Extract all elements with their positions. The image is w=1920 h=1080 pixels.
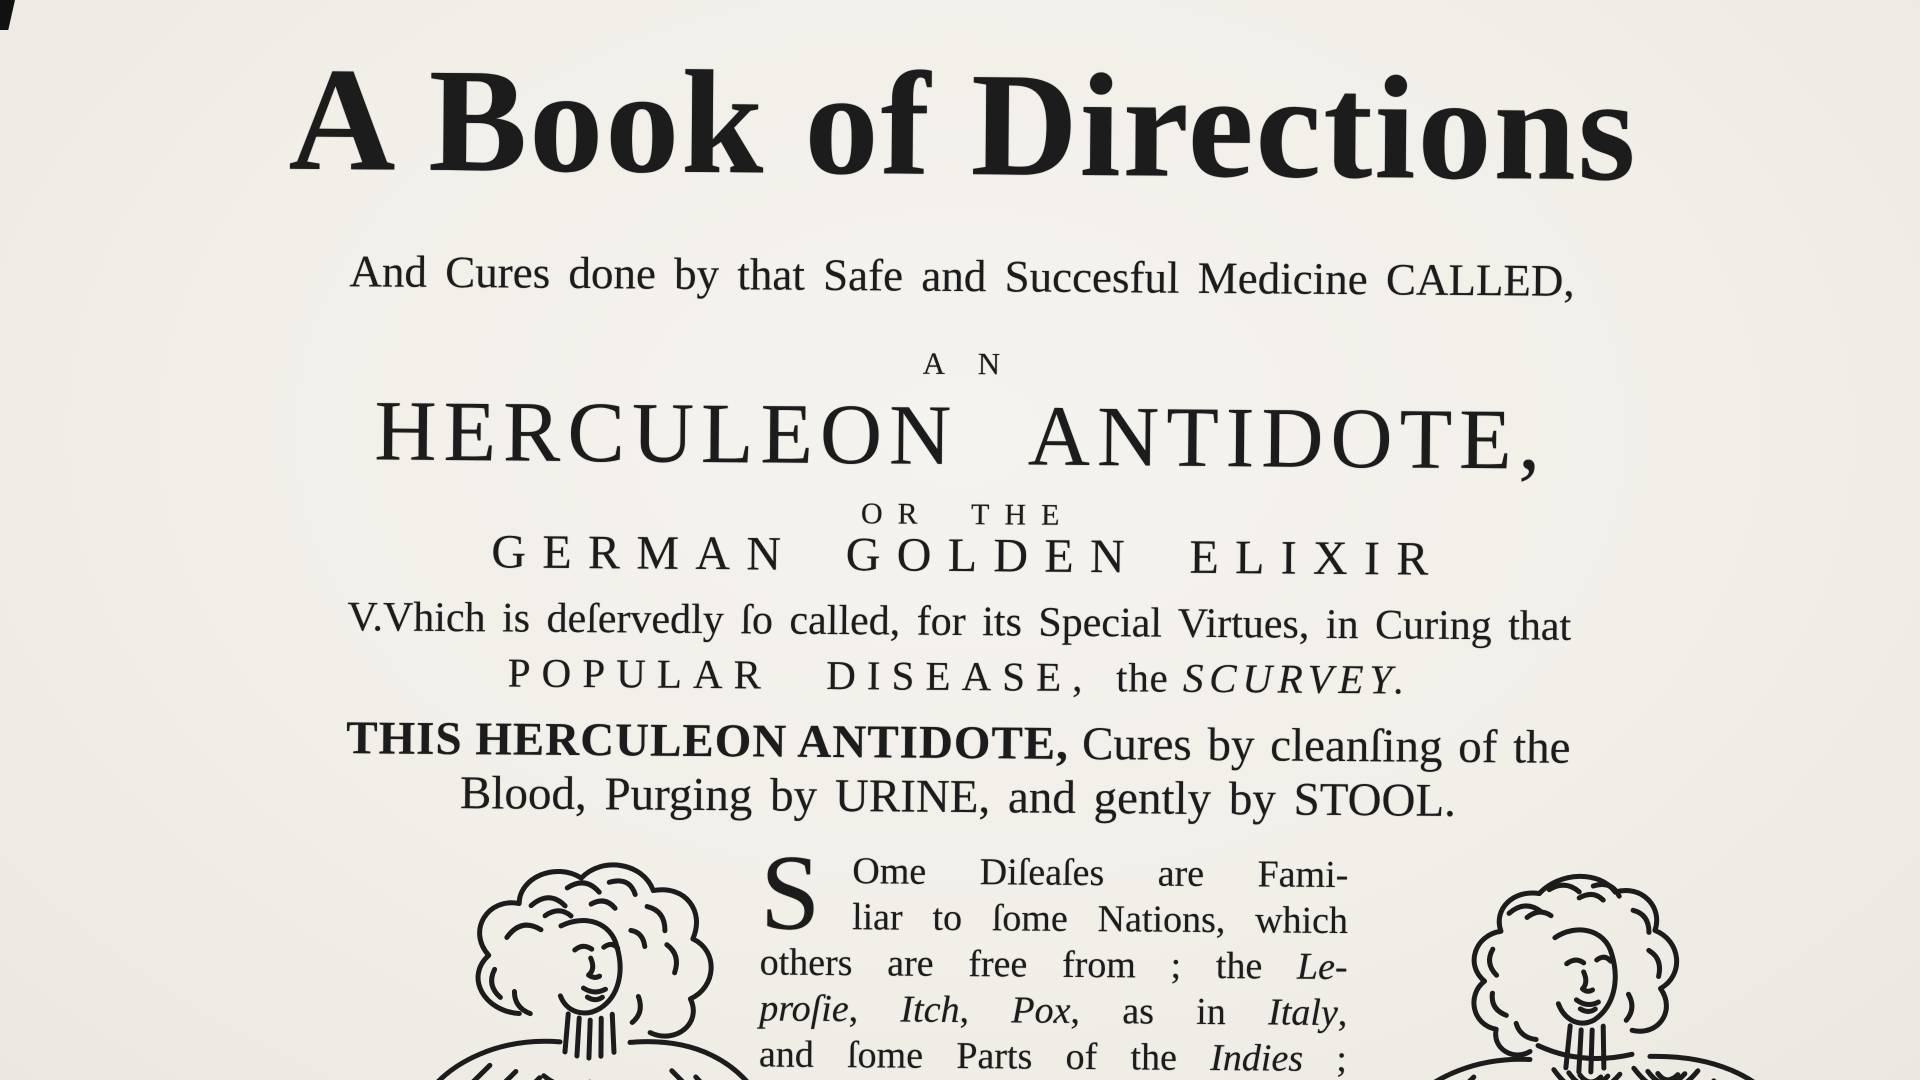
disease-line (0, 644, 1919, 707)
cures-line-2: Blood, Purging by URINE, and gently by STOOL. (459, 767, 1457, 827)
drop-cap: S (759, 833, 821, 953)
an-line: AN (922, 345, 1033, 382)
disease-scurvey: SCURVEY. (1182, 654, 1411, 703)
cures-caps: THIS HERCULEON ANTIDOTE, (346, 712, 1070, 770)
lower-section (0, 835, 1918, 1080)
woodcut-figure-right (1388, 852, 1814, 1080)
or-the-line: OR THE (860, 497, 1075, 532)
paragraph-line: liar to ſome Nations, which (851, 896, 1349, 943)
disease-caps: POPULAR DISEASE, (507, 649, 1094, 701)
antidote-title: HERCULEON ANTIDOTE, (374, 382, 1548, 488)
paragraph-line: Ome Diſeaſes are Fami- (852, 850, 1349, 897)
disease-the: the (1115, 654, 1169, 701)
paragraph-line: proſie, Itch, Pox, as in Italy, (759, 987, 1348, 1035)
subtitle-line: And Cures done by that Safe and Succesful Medicine CALLED, (349, 246, 1575, 306)
paragraph-line: and ſome Parts of the Indies ; (758, 1033, 1348, 1080)
virtues-line: V.Vhich is deſervedly ſo called, for its Special Virtues, in Curing that (347, 594, 1572, 650)
page-title: A Book of Directions (288, 37, 1639, 213)
woodcut-figure-left (394, 845, 788, 1080)
paragraph-line: others are free from ; the Le- (759, 941, 1348, 989)
elixir-title: GERMAN GOLDEN ELIXIR (491, 525, 1445, 586)
body-paragraph (758, 833, 1349, 1080)
cures-rest: Cures by cleanſing of the (1081, 717, 1571, 774)
